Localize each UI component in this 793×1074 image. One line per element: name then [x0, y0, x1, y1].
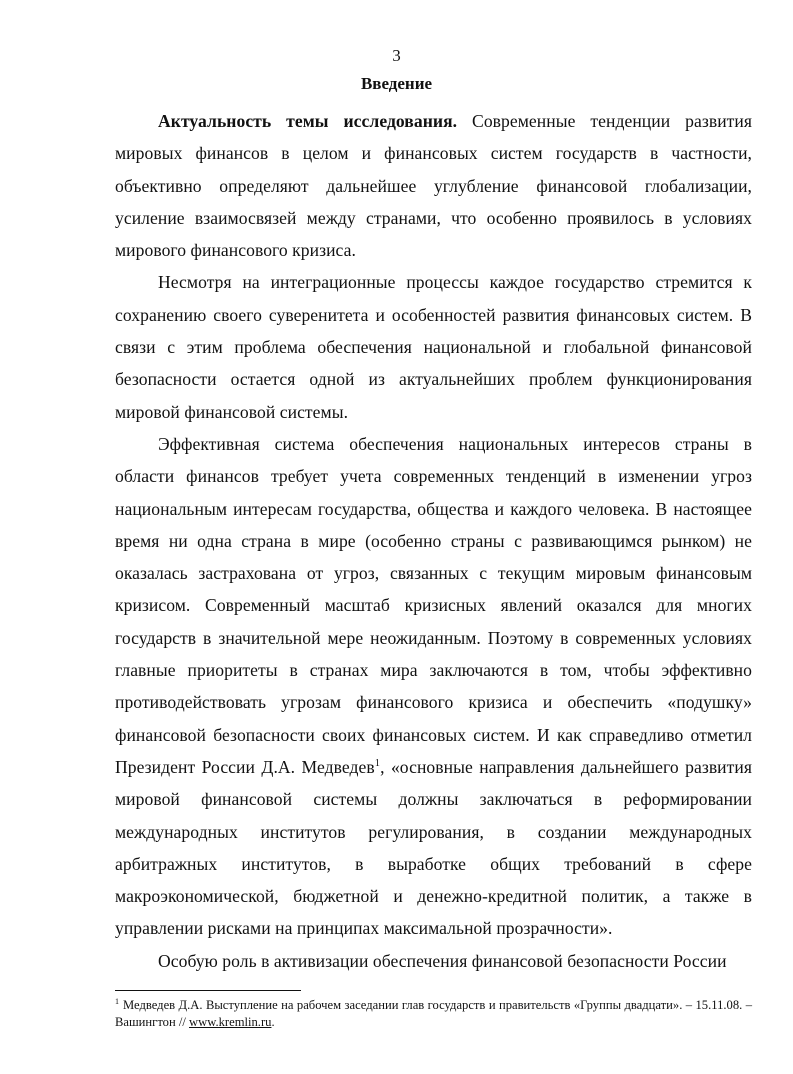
footnote-number: 1 — [115, 997, 119, 1006]
national-interests-quote: , «основные направления дальнейшего развития мировой финансовой системы должны заключаться в реформировании международных институтов регулирования, в создании международных арбитражных институтов, в выработке общих требований в сфере макроэкономической, бюджетной и денежно-кредитной политик, а также в управлении рисками на принципах максимальной прозрачности». — [115, 756, 752, 939]
relevance-text: Современные тенденции развития мировых финансов в целом и финансовых систем государств в частности, объективно определяют дальнейшее углубление финансовой глобализации, усиление взаимосвязей между странами, что особенно проявилось в условиях мирового финансового кризиса. — [115, 111, 753, 261]
footnote-divider — [115, 990, 301, 991]
section-heading: Введение — [360, 74, 433, 93]
paragraph-special-role: Особую роль в активизации обеспечения финансовой безопасности России — [158, 950, 727, 971]
footnote-tail: . — [271, 1015, 275, 1029]
footnote-reference: 1 — [374, 757, 381, 769]
national-interests-text: Эффективная система обеспечения национальных интересов страны в области финансов требует учета современных тенденций в изменении угроз национальным интересам государства, общества и каждого человека. В настоящее время ни одна страна в мире (особенно страны с развивающимся рынком) не оказалась застрахована от угроз, связанных с текущим мировым финансовым кризисом. Современный масштаб кризисных явлений оказался для многих государств в значительной мере неожиданным. Поэтому в современных условиях главные приоритеты в странах мира заключаются в том, чтобы эффективно противодействовать угрозам финансового кризиса и обеспечить «подушку» финансовой безопасности своих финансовых систем. И как справедливо отметил Президент России Д.А. Медведев — [115, 433, 752, 777]
paragraph-relevance — [115, 105, 752, 266]
footnote-text: Медведев Д.А. Выступление на рабочем заседании глав государств и правительств «Группы двадцати». – 15.11.08. – Вашингтон // — [115, 998, 752, 1029]
paragraph-national-interests — [115, 428, 752, 945]
page-number: 3 — [392, 46, 401, 65]
body-text — [115, 105, 752, 977]
paragraph-integration: Несмотря на интеграционные процессы каждое государство стремится к сохранению своего суверенитета и особенностей развития финансовых систем. В связи с этим проблема обеспечения национальной и глобальной финансовой безопасности остается одной из актуальнейших проблем функционирования мировой финансовой системы. — [115, 272, 752, 422]
footnote-link[interactable]: www.kremlin.ru — [189, 1015, 272, 1029]
footnote — [115, 997, 752, 1031]
relevance-lead: Актуальность темы исследования. — [158, 111, 458, 131]
